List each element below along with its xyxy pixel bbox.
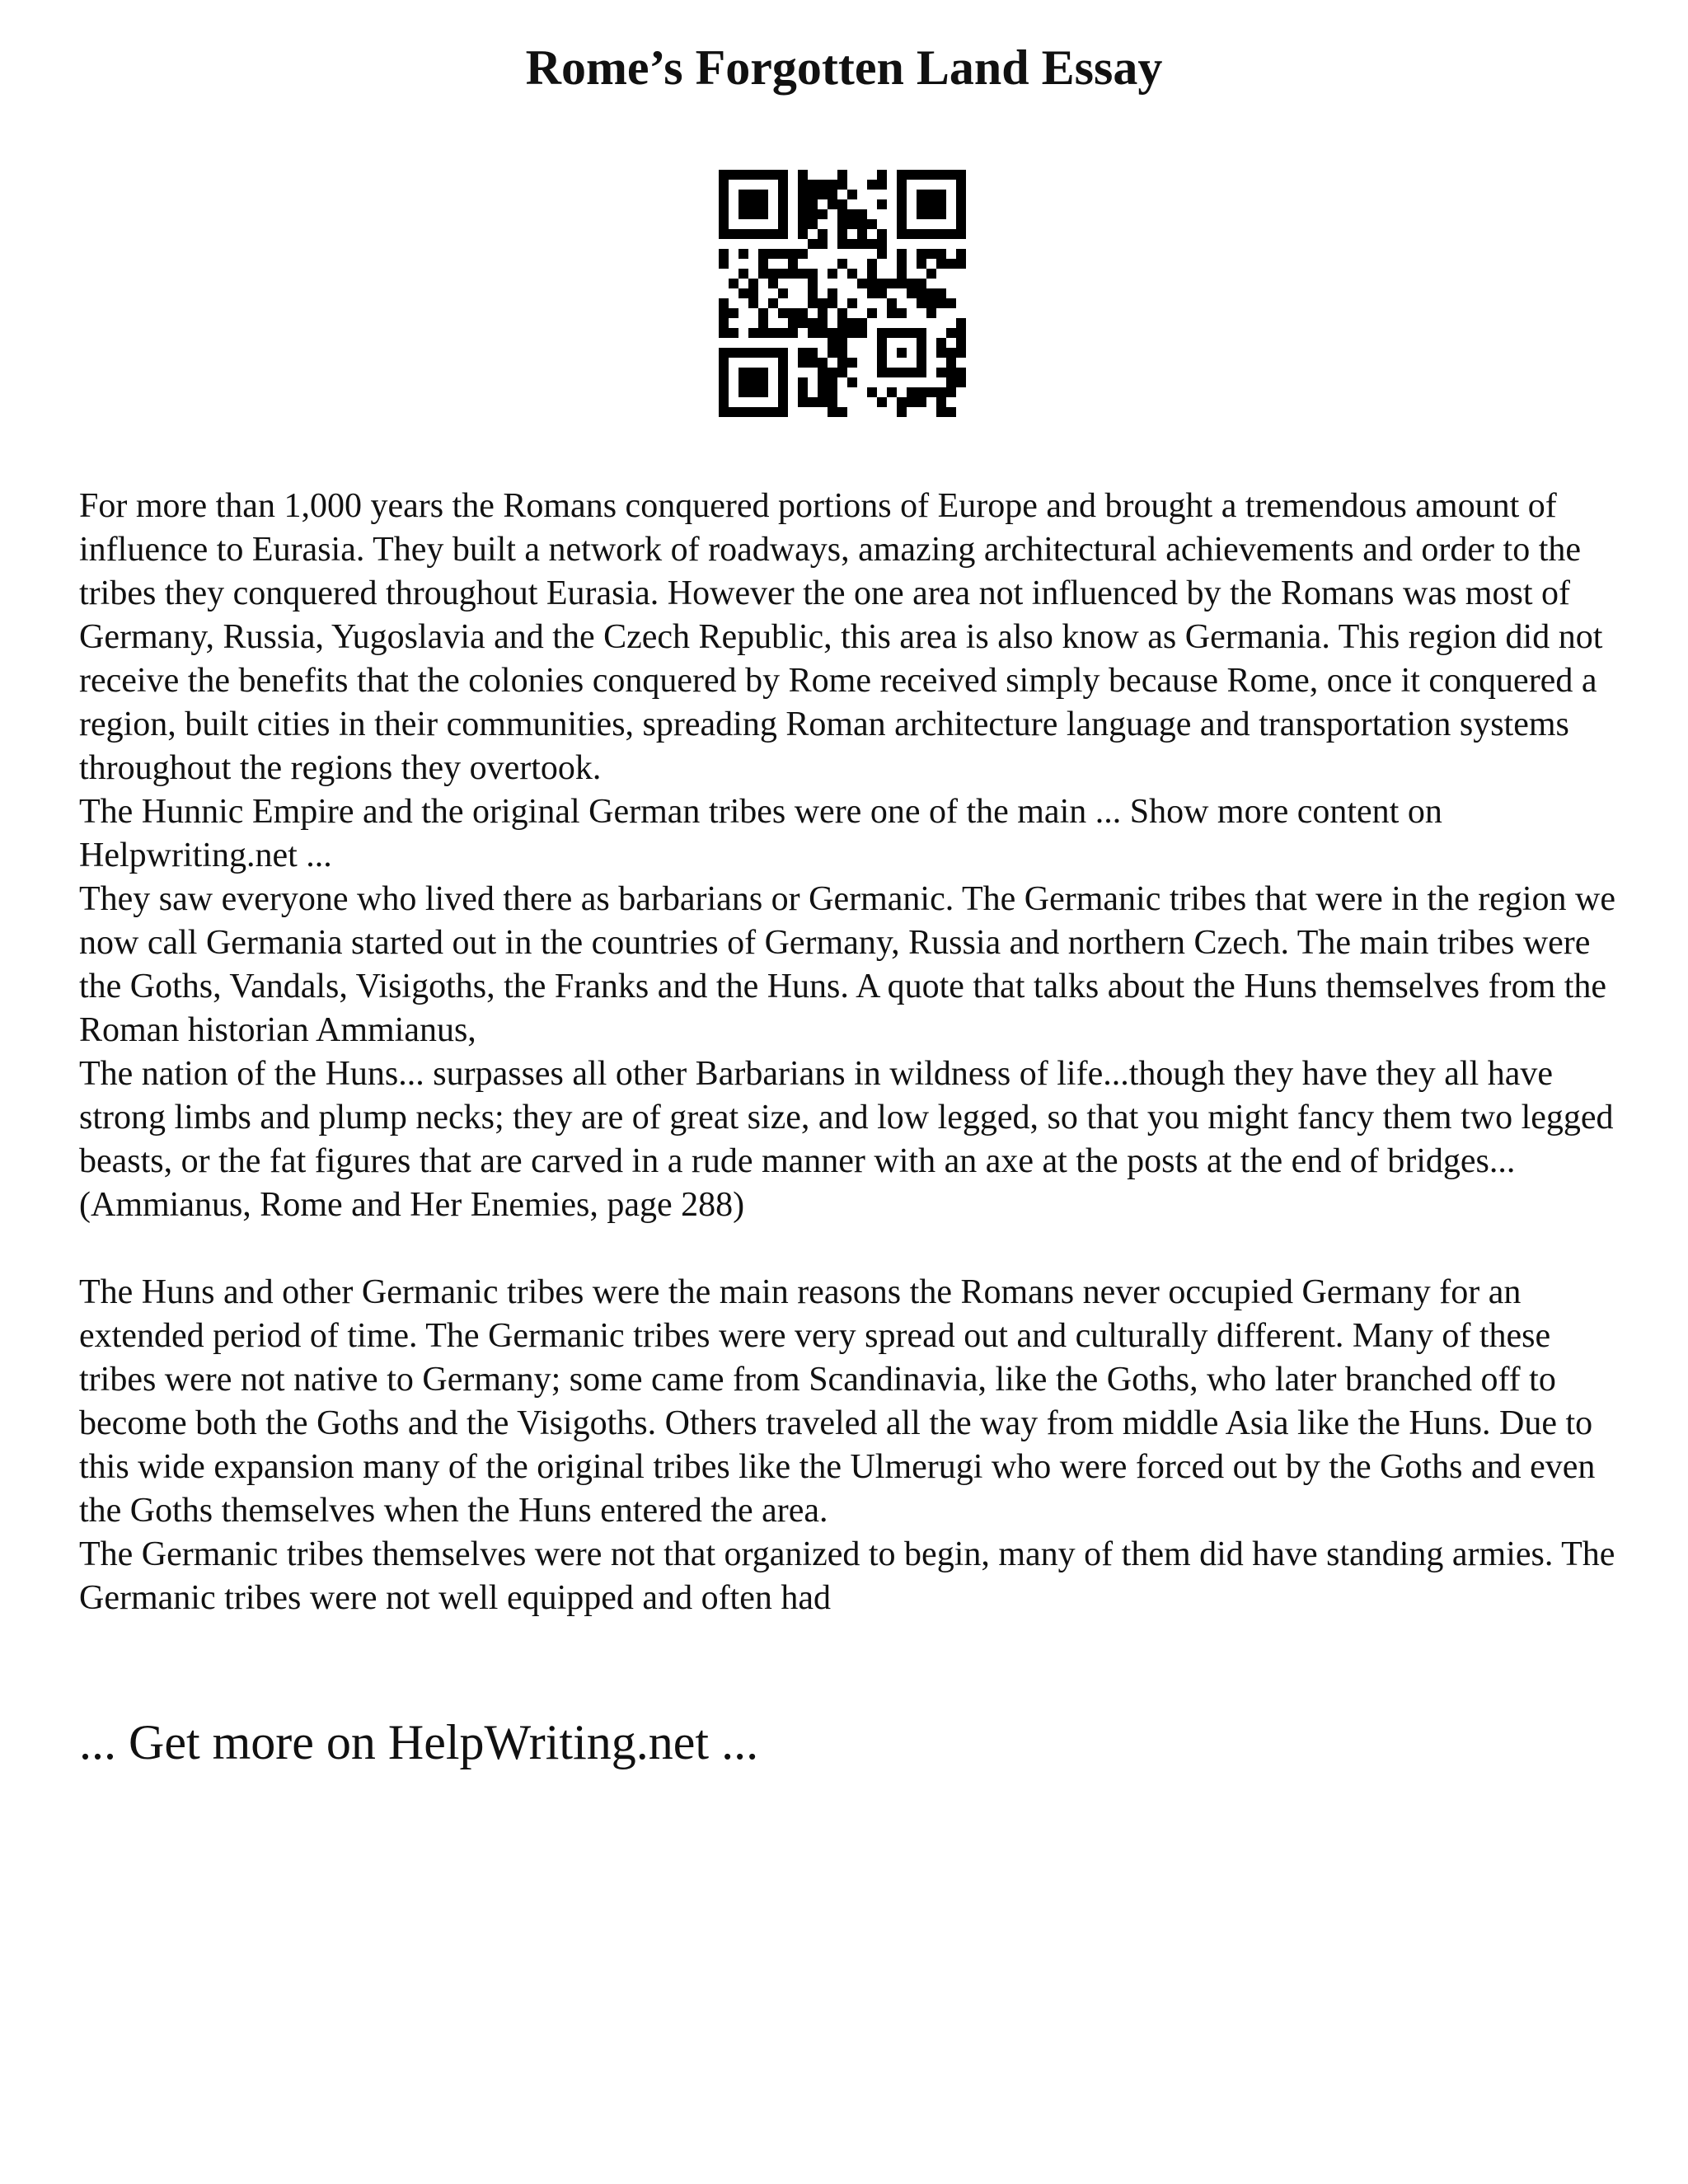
paragraph: They saw everyone who lived there as barbarians or Germanic. The Germanic tribes that were in the region we now call Germania started out in the countries of Germany, Russia and northern Czech. The main tribes were the Goths, Vandals, Visigoths, the Franks and the Huns. A quote that talks about the Huns themselves from the Roman historian Ammianus, — [79, 880, 1615, 1049]
essay-body — [79, 485, 1629, 1620]
paragraph: The Germanic tribes themselves were not that organized to begin, many of them did have standing armies. The Germanic tribes were not well equipped and often had — [79, 1535, 1615, 1617]
paragraph: The nation of the Huns... surpasses all other Barbarians in wildness of life...though they have they all have strong limbs and plump necks; they are of great size, and low legged, so that you might fancy them two legged beasts, or the fat figures that are carved in a rude manner with an axe at the posts at the end of bridges... (Ammianus, Rome and Her Enemies, page 288) — [79, 1055, 1614, 1224]
paragraph: The Hunnic Empire and the original German tribes were one of the main ... Show more content on Helpwriting.net ... — [79, 793, 1442, 874]
page-title: Rome’s Forgotten Land Essay — [525, 40, 1163, 95]
paragraph: For more than 1,000 years the Romans conquered portions of Europe and brought a tremendous amount of influence to Eurasia. They built a network of roadways, amazing architectural achievements and order to the tribes they conquered throughout Eurasia. However the one area not influenced by the Romans was most of Germany, Russia, Yugoslavia and the Czech Republic, this area is also know as Germania. This region did not receive the benefits that the colonies conquered by Rome received simply because Rome, once it conquered a region, built cities in their communities, spreading Roman architecture language and transportation systems throughout the regions they overtook. — [79, 487, 1603, 787]
paragraph: The Huns and other Germanic tribes were the main reasons the Romans never occupied Germany for an extended period of time. The Germanic tribes were very spread out and culturally different. Many of these tribes were not native to Germany; some came from Scandinavia, like the Goths, who later branched off to become both the Goths and the Visigoths. Others traveled all the way from middle Asia like the Huns. Due to this wide expansion many of the original tribes like the Ulmerugi who were forced out by the Goths and even the Goths themselves when the Huns entered the area. — [79, 1273, 1596, 1530]
get-more-link[interactable]: ... Get more on HelpWriting.net ... — [79, 1715, 759, 1769]
qr-code-icon — [719, 170, 966, 417]
